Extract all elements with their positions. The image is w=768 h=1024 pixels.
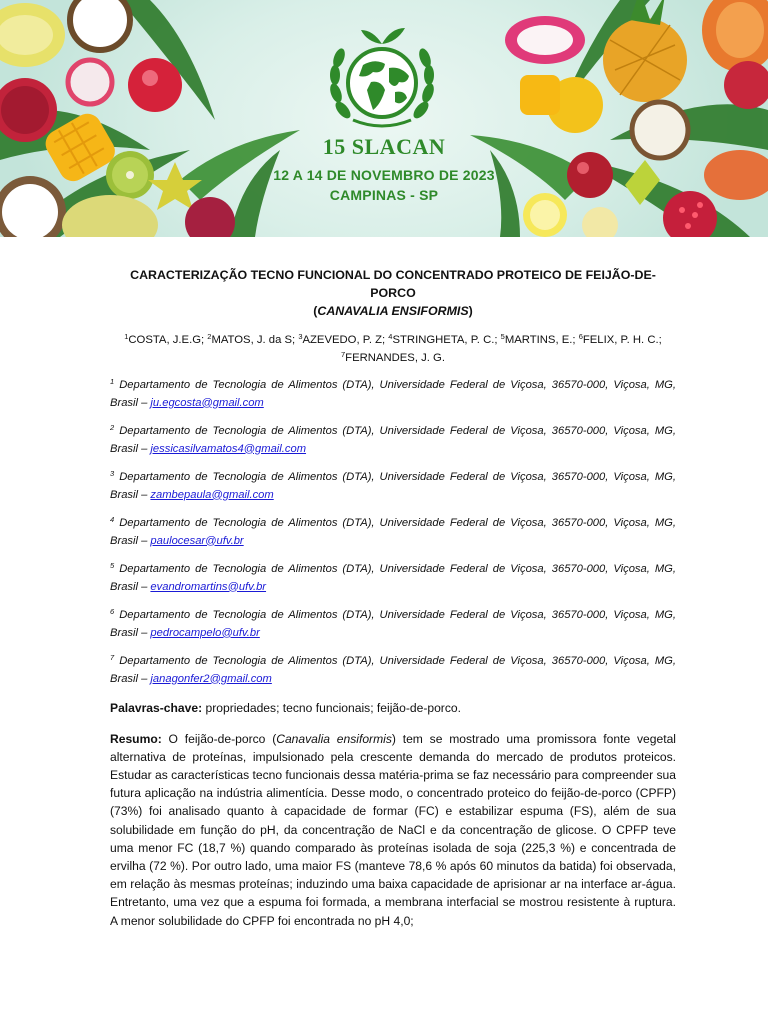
- affiliation-item: $^3$ Departamento de Tecnologia de Alimentos (DTA), Universidade Federal de Viçosa, 36570-000, Viçosa, MG, Brasil – zambepaula@gmail.com: [110, 469, 676, 501]
- affiliation-item: $^1$ Departamento de Tecnologia de Alimentos (DTA), Universidade Federal de Viçosa, 36570-000, Viçosa, MG, Brasil – ju.egcosta@gmail.com: [110, 377, 676, 409]
- author-list: [110, 331, 676, 367]
- affiliation-item: $^2$ Departamento de Tecnologia de Alimentos (DTA), Universidade Federal de Viçosa, 36570-000, Viçosa, MG, Brasil – jessicasilvamatos4@gmail.com: [110, 423, 676, 455]
- author: $^7$FERNANDES, J. G.: [341, 350, 445, 364]
- author: $^6$FELIX, P. H. C.;: [578, 332, 662, 346]
- title-species: CANAVALIA ENSIFORMIS: [317, 304, 469, 318]
- event-title: 15 SLACAN: [322, 134, 446, 159]
- affiliation-item: $^5$ Departamento de Tecnologia de Alimentos (DTA), Universidade Federal de Viçosa, 36570-000, Viçosa, MG, Brasil – evandromartins@ufv.br: [110, 561, 676, 593]
- abstract-text: ) tem se mostrado uma promissora fonte vegetal alternativa de proteínas, impulsionado pela crescente demanda do mercado de produtos proteicos. Estudar as características tecno funcionais dessa matéria-prima se faz necessário para compreender sua futura aplicação na indústria alimentícia. Desse modo, o concentrado proteico do feijão-de-porco (CPFP) (73%) foi analisado quanto à capacidade de formar (FC) e estabilizar espuma (FS), além de sua solubilidade em função do pH, da concentração de NaCl e da concentração de glicose. O CPFP teve uma menor FC (18,7 %) quando comparado às proteínas isolada de soja (225,3 %) e concentrada de ervilha (72 %). Por outro lado, uma maior FS (manteve 78,6 % após 60 minutos da batida) foi observada, em relação às mesmas proteínas; induzindo uma baixa capacidade de aprisionar ar na interface ar-água. Entretanto, uma vez que a espuma foi formada, a membrana interfacial se mostrou resistente à ruptura. A menor solubilidade do CPFP foi encontrada no pH 4,0;: [110, 731, 676, 928]
- paper-body: [110, 266, 676, 930]
- title-line-1: CARACTERIZAÇÃO TECNO FUNCIONAL DO CONCENTRADO PROTEICO DE FEIJÃO-DE-PORCO: [130, 268, 656, 300]
- affiliation-list: [110, 377, 676, 688]
- globe-laurel-logo: [323, 20, 441, 138]
- keywords-label: Palavras-chave:: [110, 701, 203, 715]
- affiliation-item: $^7$ Departamento de Tecnologia de Alimentos (DTA), Universidade Federal de Viçosa, 36570-000, Viçosa, MG, Brasil – janagonfer2@gmail.com: [110, 653, 676, 685]
- abstract: Resumo: O feijão-de-porco (Canavalia ensiformis) tem se mostrado uma promissora fonte vegetal alternativa de proteínas, impulsionado pela crescente demanda do mercado de produtos proteicos. Estudar as características tecno funcionais dessa matéria-prima se faz necessário para compreender sua futura aplicação na indústria alimentícia. Desse modo, o concentrado proteico do feijão-de-porco (CPFP) (73%) foi analisado quanto à capacidade de formar (FC) e estabilizar espuma (FS), além de sua solubilidade em função do pH, da concentração de NaCl e da concentração de glicose. O CPFP teve uma menor FC (18,7 %) quando comparado às proteínas isolada de soja (225,3 %) e concentrada de ervilha (72 %). Por outro lado, uma maior FS (manteve 78,6 % após 60 minutos da batida) foi observada, em relação às mesmas proteínas; induzindo uma baixa capacidade de aprisionar ar na interface ar-água. Entretanto, uma vez que a espuma foi formada, a membrana interfacial se mostrou resistente à ruptura. A menor solubilidade do CPFP foi encontrada no pH 4,0;: [110, 731, 676, 928]
- keywords-text: propriedades; tecno funcionais; feijão-de-porco.: [205, 701, 461, 715]
- author: $^2$MATOS, J. da S;: [207, 332, 296, 346]
- email-link[interactable]: pedrocampelo@ufv.br: [150, 626, 260, 639]
- abstract-species: Canavalia ensiformis: [276, 731, 392, 746]
- event-place: CAMPINAS - SP: [329, 187, 439, 203]
- author: $^3$AZEVEDO, P. Z;: [298, 332, 386, 346]
- author: $^4$STRINGHETA, P. C.;: [388, 332, 498, 346]
- email-link[interactable]: zambepaula@gmail.com: [150, 488, 274, 501]
- paper-title: CARACTERIZAÇÃO TECNO FUNCIONAL DO CONCENTRADO PROTEICO DE FEIJÃO-DE-PORCO (CANAVALIA ENSIFORMIS): [130, 268, 656, 318]
- affiliation-item: $^4$ Departamento de Tecnologia de Alimentos (DTA), Universidade Federal de Viçosa, 36570-000, Viçosa, MG, Brasil – paulocesar@ufv.br: [110, 515, 676, 547]
- email-link[interactable]: janagonfer2@gmail.com: [150, 672, 272, 685]
- conference-banner: [0, 0, 768, 237]
- email-link[interactable]: evandromartins@ufv.br: [150, 580, 267, 593]
- email-link[interactable]: jessicasilvamatos4@gmail.com: [150, 442, 307, 455]
- email-link[interactable]: paulocesar@ufv.br: [150, 534, 244, 547]
- email-link[interactable]: ju.egcosta@gmail.com: [150, 396, 264, 409]
- keywords: [110, 700, 676, 718]
- affiliation-item: $^6$ Departamento de Tecnologia de Alimentos (DTA), Universidade Federal de Viçosa, 36570-000, Viçosa, MG, Brasil – pedrocampelo@ufv.br: [110, 607, 676, 639]
- event-dates: 12 A 14 DE NOVEMBRO DE 2023: [273, 167, 495, 183]
- author: $^1$COSTA, J.E.G;: [124, 332, 205, 346]
- author: $^5$MARTINS, E.;: [500, 332, 576, 346]
- abstract-label: Resumo:: [110, 731, 162, 746]
